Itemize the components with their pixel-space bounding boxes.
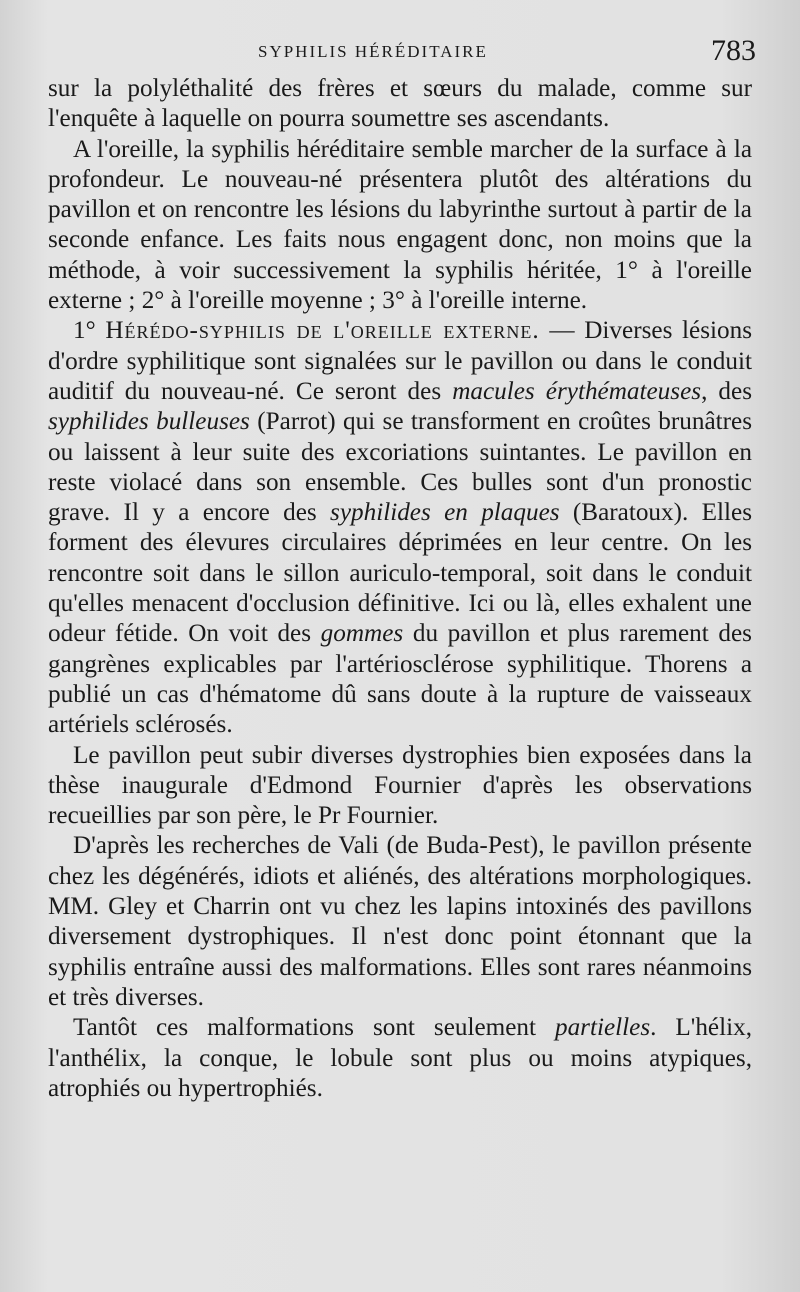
paragraph: [48, 741, 752, 832]
text-run: 1°: [73, 317, 106, 345]
paragraph: [48, 316, 752, 740]
text-run: Tantôt ces malformations sont seulement: [73, 1014, 555, 1042]
italic-term: syphilides bulleuses: [48, 408, 250, 436]
running-title: SYPHILIS HÉRÉDITAIRE: [258, 42, 488, 61]
paragraph: [48, 831, 752, 1013]
section-heading: Hérédo-syphilis de l'oreille externe.: [105, 317, 540, 345]
paragraph: [48, 135, 752, 317]
text-run: , des: [701, 377, 752, 405]
paragraph: [48, 1013, 752, 1104]
text-run: D'après les recherches de Vali (de Buda-Pest), le pavillon présente chez les dégénérés, idiots et aliénés, des altérations morphologiques. MM. Gley et Charrin ont vu chez les lapins intoxinés des pavillons diversement dystrophiques. Il n'est donc point étonnant que la syphilis entraîne aussi des malformations. Elles sont rares néanmoins et très diverses.: [48, 832, 752, 1011]
text-run: Le pavillon peut subir diverses dystrophies bien exposées dans la thèse inaugurale d'Edmond Fournier d'après les observations recueillies par son père, le Pr Fournier.: [48, 741, 752, 830]
italic-term: syphilides en plaques: [330, 499, 560, 527]
text-run: du pavillon et plus rarement des gangrènes explicables par l'artériosclérose syphilitique. Thorens a publié un cas d'hématome dû sans doute à la rupture de vaisseaux artériels sclérosés.: [48, 620, 752, 739]
text-run: (Parrot) qui se transforment en croûtes brunâtres ou laissent à leur suite des excoriations suintantes. Le pavillon en reste violacé dans son ensemble. Ces bulles sont d'un pronostic grave. Il y a encore des: [48, 408, 752, 527]
italic-term: gommes: [320, 620, 404, 648]
italic-term: partielles: [554, 1014, 651, 1042]
body-text: [48, 74, 752, 1104]
page-number: 783: [711, 34, 756, 67]
italic-term: macules érythémateuses: [452, 377, 702, 405]
text-run: sur la polyléthalité des frères et sœurs du malade, comme sur l'enquête à laquelle on pourra soumettre ses ascendants.: [48, 75, 752, 133]
text-run: — Diverses lésions d'ordre syphilitique sont signalées sur le pavillon ou dans le conduit auditif du nouveau-né. Ce seront des: [48, 317, 753, 405]
text-run: A l'oreille, la syphilis héréditaire semble marcher de la surface à la profondeur. Le nouveau-né présentera plutôt des altérations du pavillon et on rencontre les lésions du labyrinthe surtout à partir de la seconde enfance. Les faits nous engagent donc, non moins que la méthode, à voir successivement la syphilis héritée, 1° à l'oreille externe ; 2° à l'oreille moyenne ; 3° à l'oreille interne.: [48, 135, 752, 315]
running-head: [48, 34, 756, 68]
paragraph: [48, 74, 752, 135]
text-run: (Baratoux). Elles forment des élevures circulaires déprimées en leur centre. On les rencontre soit dans le sillon auriculo-temporal, soit dans le conduit qu'elles menacent d'occlusion définitive. Ici ou là, elles exhalent une odeur fétide. On voit des: [48, 499, 752, 648]
text-run: . L'hélix, l'anthélix, la conque, le lobule sont plus ou moins atypiques, atrophiés ou hypertrophiés.: [48, 1014, 752, 1102]
